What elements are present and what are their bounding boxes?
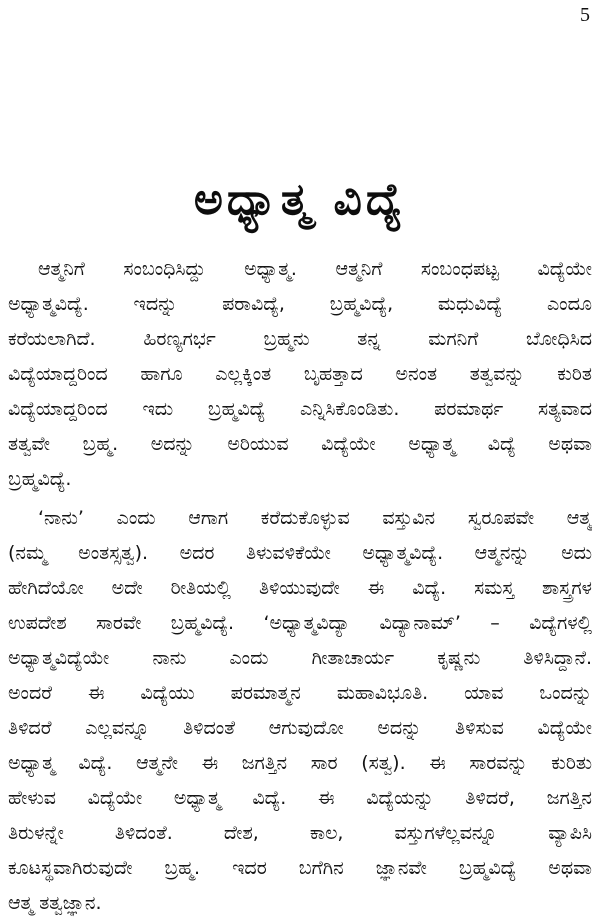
paragraph-line: ಅಧ್ಯಾತ್ಮವಿದ್ಯೆಯೇ ನಾನು ಎಂದು ಗೀತಾಚಾರ್ಯ ಕೃಷ್ಣನು ತಿಳಿಸಿದ್ದಾನೆ. [8,647,592,669]
paragraph-line: (ನಮ್ಮ ಅಂತಸ್ಸತ್ವ). ಅದರ ತಿಳುವಳಿಕೆಯೇ ಅಧ್ಯಾತ್ಮವಿದ್ಯೆ. ಆತ್ಮನನ್ನು ಅದು [8,542,592,564]
paragraph-line: ಹೇಗಿದೆಯೋ ಅದೇ ರೀತಿಯಲ್ಲಿ ತಿಳಿಯುವುದೇ ಈ ವಿದ್ಯೆ. ಸಮಸ್ತ ಶಾಸ್ತ್ರಗಳ [8,577,592,599]
paragraph-line: ಆತ್ಮ ತತ್ವಜ್ಞಾನ. [8,892,102,914]
paragraph-line: ಹೇಳುವ ವಿದ್ಯೆಯೇ ಅಧ್ಯಾತ್ಮ ವಿದ್ಯೆ. ಈ ವಿದ್ಯೆಯನ್ನು ತಿಳಿದರೆ, ಜಗತ್ತಿನ [8,787,592,809]
chapter-title: ಅಧ್ಯಾತ್ಮ ವಿದ್ಯೆ [193,174,407,225]
paragraph-line: ತಿಳಿದರೆ ಎಲ್ಲವನ್ನೂ ತಿಳಿದಂತೆ ಆಗುವುದೋ ಅದನ್ನು ತಿಳಿಸುವ ವಿದ್ಯೆಯೇ [8,717,592,739]
paragraph-line: ಅಧ್ಯಾತ್ಮವಿದ್ಯೆ. ಇದನ್ನು ಪರಾವಿದ್ಯೆ, ಬ್ರಹ್ಮವಿದ್ಯೆ, ಮಧುವಿದ್ಯೆ ಎಂದೂ [8,293,592,315]
paragraph-line: ಬ್ರಹ್ಮವಿದ್ಯೆ. [8,468,72,490]
paragraph-line: ಆತ್ಮನಿಗೆ ಸಂಬಂಧಿಸಿದ್ದು ಅಧ್ಯಾತ್ಮ. ಆತ್ಮನಿಗೆ ಸಂಬಂಧಪಟ್ಟ ವಿದ್ಯೆಯೇ [38,258,592,280]
paragraph-1 [8,252,592,497]
paragraph-line: ತತ್ವವೇ ಬ್ರಹ್ಮ. ಅದನ್ನು ಅರಿಯುವ ವಿದ್ಯೆಯೇ ಅಧ್ಯಾತ್ಮ ವಿದ್ಯೆ ಅಥವಾ [8,433,592,455]
paragraph-line: ಕೂಟಸ್ಥವಾಗಿರುವುದೇ ಬ್ರಹ್ಮ. ಇದರ ಬಗೆಗಿನ ಜ್ಞಾನವೇ ಬ್ರಹ್ಮವಿದ್ಯೆ ಅಥವಾ [8,857,592,879]
page-number: 5 [580,4,590,26]
paragraph-line: ‘ನಾನು’ ಎಂದು ಆಗಾಗ ಕರೆದುಕೊಳ್ಳುವ ವಸ್ತುವಿನ ಸ್ವರೂಪವೇ ಆತ್ಮ [38,507,592,529]
paragraph-line: ವಿದ್ಯೆಯಾದ್ದರಿಂದ ಇದು ಬ್ರಹ್ಮವಿದ್ಯೆ ಎನ್ನಿಸಿಕೊಂಡಿತು. ಪರಮಾರ್ಥ ಸತ್ಯವಾದ [8,398,592,420]
paragraph-line: ಅಂದರೆ ಈ ವಿದ್ಯೆಯು ಪರಮಾತ್ಮನ ಮಹಾವಿಭೂತಿ. ಯಾವ ಒಂದನ್ನು [8,682,592,704]
paragraph-2 [8,501,592,921]
paragraph-line: ಅಧ್ಯಾತ್ಮ ವಿದ್ಯೆ. ಆತ್ಮನೇ ಈ ಜಗತ್ತಿನ ಸಾರ (ಸತ್ವ). ಈ ಸಾರವನ್ನು ಕುರಿತು [8,752,592,774]
paragraph-line: ತಿರುಳನ್ನೇ ತಿಳಿದಂತೆ. ದೇಶ, ಕಾಲ, ವಸ್ತುಗಳೆಲ್ಲವನ್ನೂ ವ್ಯಾಪಿಸಿ [8,822,592,844]
paragraph-line: ಉಪದೇಶ ಸಾರವೇ ಬ್ರಹ್ಮವಿದ್ಯೆ. ‘ಅಧ್ಯಾತ್ಮವಿದ್ಯಾ ವಿದ್ಯಾನಾಮ್’ – ವಿದ್ಯೆಗಳಲ್ಲಿ [8,612,592,634]
paragraph-line: ವಿದ್ಯೆಯಾದ್ದರಿಂದ ಹಾಗೂ ಎಲ್ಲಕ್ಕಿಂತ ಬೃಹತ್ತಾದ ಅನಂತ ತತ್ವವನ್ನು ಕುರಿತ [8,363,592,385]
paragraph-line: ಕರೆಯಲಾಗಿದೆ. ಹಿರಣ್ಯಗರ್ಭ ಬ್ರಹ್ಮನು ತನ್ನ ಮಗನಿಗೆ ಬೋಧಿಸಿದ [8,328,592,350]
